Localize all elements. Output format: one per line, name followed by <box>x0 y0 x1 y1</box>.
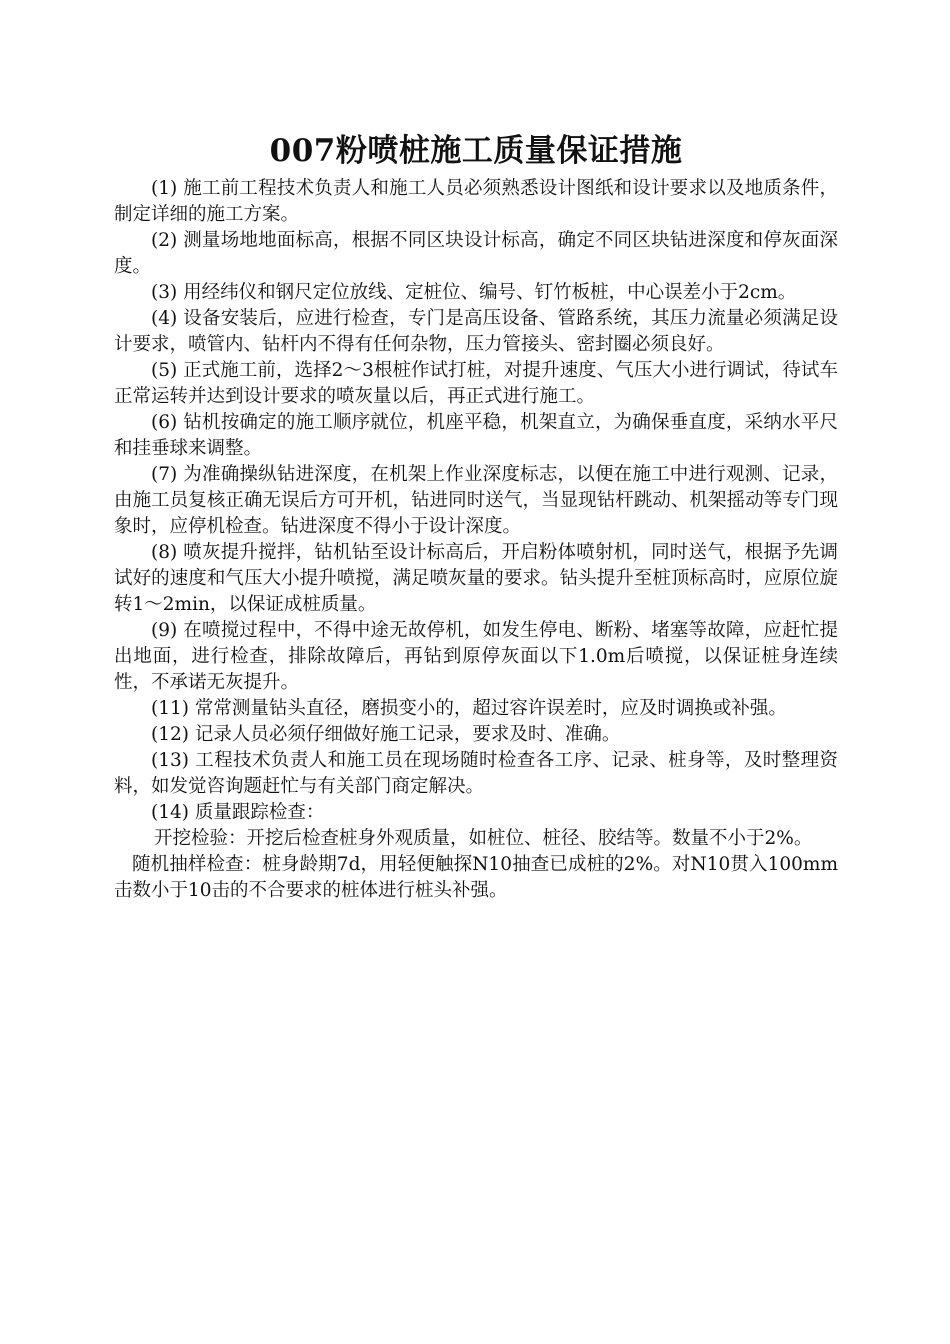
paragraph-9: (9) 在喷搅过程中，不得中途无故停机，如发生停电、断粉、堵塞等故障，应赶忙提出地面，进行检查，排除故障后，再钻到原停灰面以下1.0m后喷搅，以保证桩身连续性，不承诺无灰提升。 <box>114 620 838 693</box>
paragraph-3: (3) 用经纬仪和钢尺定位放线、定桩位、编号、钉竹板桩，中心误差小于2cm。 <box>151 282 797 303</box>
paragraph-1: (1) 施工前工程技术负责人和施工人员必须熟悉设计图纸和设计要求以及地质条件，制定详细的施工方案。 <box>114 178 838 225</box>
document-title: 007粉喷桩施工质量保证措施 <box>269 133 683 169</box>
paragraph-5: (5) 正式施工前，选择2～3根桩作试打桩，对提升速度、气压大小进行调试，待试车正常运转并达到设计要求的喷灰量以后，再正式进行施工。 <box>114 360 838 407</box>
paragraph-excavation-check: 开挖检验：开挖后检查桩身外观质量，如桩位、桩径、胶结等。数量不小于2%。 <box>154 828 813 849</box>
paragraph-2: (2) 测量场地地面标高，根据不同区块设计标高，确定不同区块钻进深度和停灰面深度。 <box>114 230 838 277</box>
paragraph-11: (11) 常常测量钻头直径，磨损变小的，超过容许误差时，应及时调换或补强。 <box>151 698 787 719</box>
paragraph-4: (4) 设备安装后，应进行检查，专门是高压设备、管路系统，其压力流量必须满足设计要求，喷管内、钻杆内不得有任何杂物，压力管接头、密封圈必须良好。 <box>114 308 838 355</box>
paragraph-12: (12) 记录人员必须仔细做好施工记录，要求及时、准确。 <box>151 724 621 745</box>
document-page <box>114 128 838 904</box>
paragraph-6: (6) 钻机按确定的施工顺序就位，机座平稳，机架直立，为确保垂直度，采纳水平尺和挂垂球来调整。 <box>114 412 838 459</box>
paragraph-random-sampling: 随机抽样检查：桩身龄期7d，用轻便触探N10抽查已成桩的2%。对N10贯入100mm击数小于10击的不合要求的桩体进行桩头补强。 <box>114 854 838 901</box>
paragraph-8: (8) 喷灰提升搅拌，钻机钻至设计标高后，开启粉体喷射机，同时送气，根据予先调试好的速度和气压大小提升喷搅，满足喷灰量的要求。钻头提升至桩顶标高时，应原位旋转1～2min，以保证成桩质量。 <box>114 542 838 615</box>
paragraph-14: (14) 质量跟踪检查： <box>151 802 325 823</box>
paragraph-13: (13) 工程技术负责人和施工员在现场随时检查各工序、记录、桩身等，及时整理资料，如发觉咨询题赶忙与有关部门商定解决。 <box>114 750 838 797</box>
paragraph-7: (7) 为准确操纵钻进深度，在机架上作业深度标志，以便在施工中进行观测、记录，由施工员复核正确无误后方可开机，钻进同时送气，当显现钻杆跳动、机架摇动等专门现象时，应停机检查。钻进深度不得小于设计深度。 <box>114 464 838 537</box>
